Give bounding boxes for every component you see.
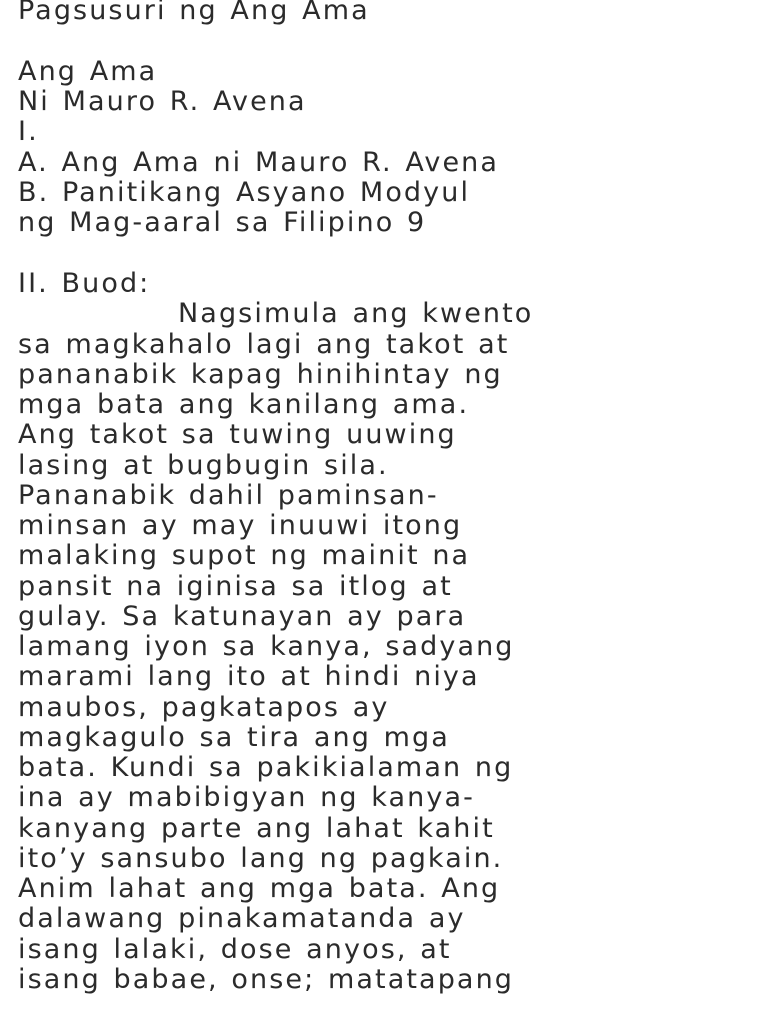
summary-line: maubos, pagkatapos ay <box>18 692 390 723</box>
summary-line: minsan ay may inuuwi itong <box>18 510 463 541</box>
document-header: Pagsusuri ng Ang Ama <box>18 0 370 26</box>
summary-line: magkagulo sa tira ang mga <box>18 722 450 753</box>
summary-line: isang lalaki, dose anyos, at <box>18 934 452 965</box>
summary-line: pananabik kapag hinihintay ng <box>18 359 503 390</box>
summary-line: dalawang pinakamatanda ay <box>18 903 466 934</box>
summary-line: lasing at bugbugin sila. <box>18 450 389 481</box>
summary-line: ina ay mabibigyan ng kanya- <box>18 782 475 813</box>
summary-line: mga bata ang kanilang ama. <box>18 389 470 420</box>
summary-line: Anim lahat ang mga bata. Ang <box>18 873 501 904</box>
summary-line: ito’y sansubo lang ng pagkain. <box>18 843 504 874</box>
reference-item-b-continued: ng Mag-aaral sa Filipino 9 <box>18 207 427 238</box>
section-2-heading: II. Buod: <box>18 268 151 299</box>
summary-line: malaking supot ng mainit na <box>18 540 471 571</box>
author-line: Ni Mauro R. Avena <box>18 86 307 117</box>
summary-line: lamang iyon sa kanya, sadyang <box>18 631 515 662</box>
summary-line: Ang takot sa tuwing uuwing <box>18 419 457 450</box>
summary-line: kanyang parte ang lahat kahit <box>18 813 495 844</box>
summary-line: gulay. Sa katunayan ay para <box>18 601 467 632</box>
reference-item-a: A. Ang Ama ni Mauro R. Avena <box>18 147 500 178</box>
reference-item-b: B. Panitikang Asyano Modyul <box>18 177 471 208</box>
summary-line: isang babae, onse; matatapang <box>18 964 515 995</box>
summary-line: marami lang ito at hindi niya <box>18 661 480 692</box>
section-1-numeral: I. <box>18 116 39 147</box>
summary-line: sa magkahalo lagi ang takot at <box>18 329 510 360</box>
story-title: Ang Ama <box>18 56 158 87</box>
summary-line: Pananabik dahil paminsan- <box>18 480 439 511</box>
summary-line: pansit na iginisa sa itlog at <box>18 571 453 602</box>
summary-line: bata. Kundi sa pakikialaman ng <box>18 752 514 783</box>
summary-line: Nagsimula ang kwento <box>178 298 534 329</box>
